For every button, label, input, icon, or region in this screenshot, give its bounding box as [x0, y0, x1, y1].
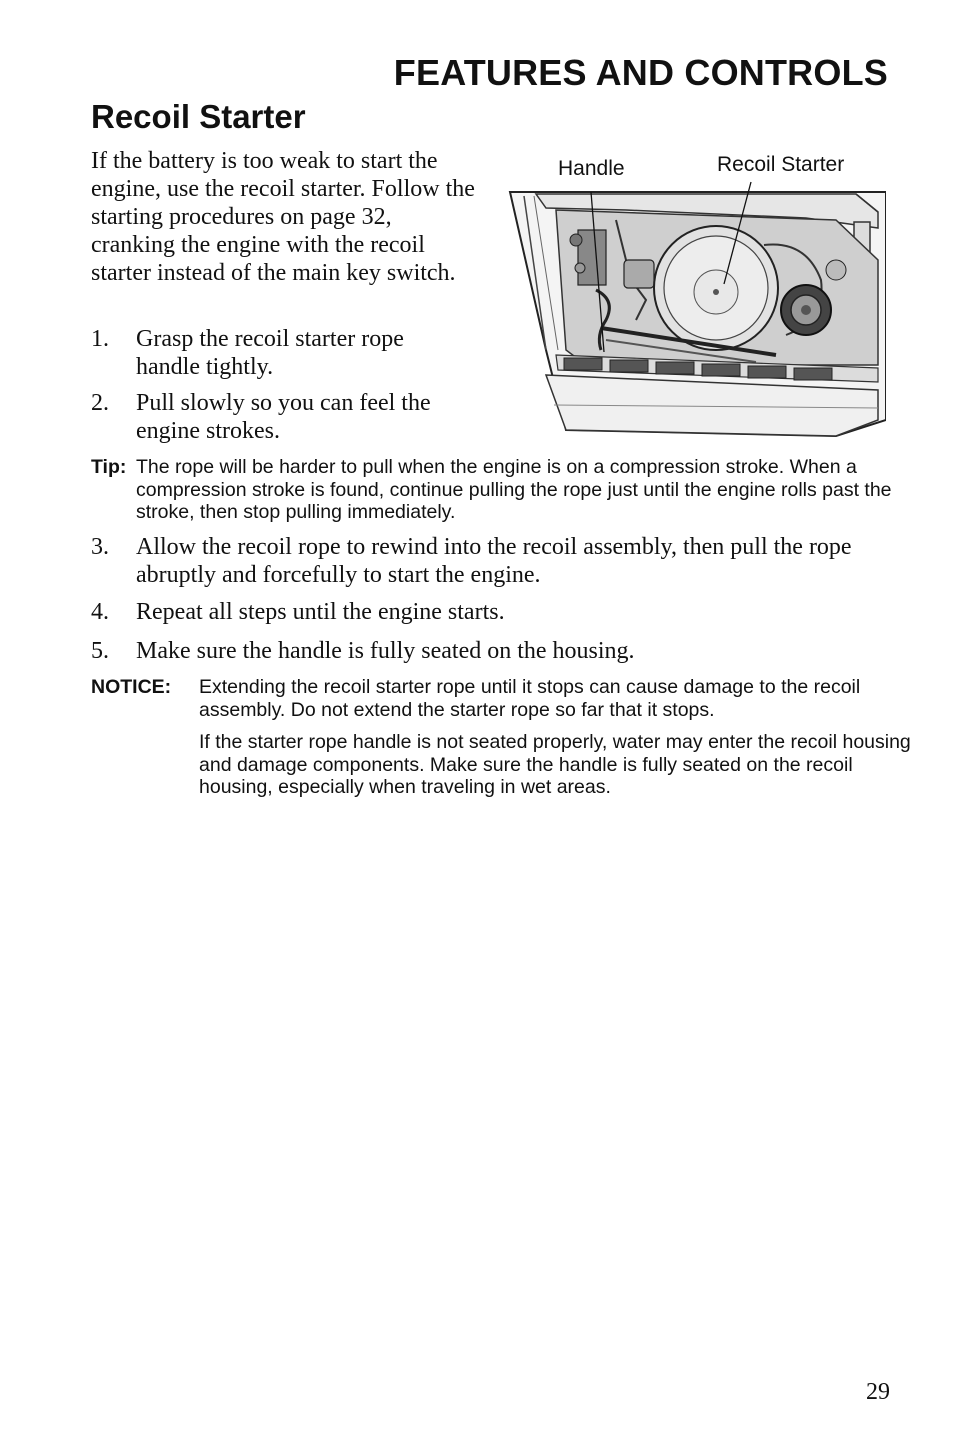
recoil-starter-figure [506, 150, 886, 440]
step-number: 4. [91, 599, 109, 625]
notice-paragraph: If the starter rope handle is not seated properly, water may enter the recoil housing and damage components. Make sure the handle is fully seated on the recoil housing, especially when traveling in wet areas. [199, 731, 911, 798]
step-text: Make sure the handle is fully seated on the housing. [136, 638, 635, 664]
step-5 [91, 637, 891, 665]
engine-illustration [506, 150, 886, 440]
step-text: Pull slowly so you can feel the engine strokes. [136, 390, 431, 444]
step-number: 1. [91, 326, 109, 352]
notice-label: NOTICE: [91, 676, 172, 698]
step-text: Allow the recoil rope to rewind into the recoil assembly, then pull the rope abruptly and forcefully to start the engine. [136, 534, 852, 588]
step-3 [91, 533, 891, 589]
step-number: 5. [91, 638, 109, 664]
notice-paragraph: Extending the recoil starter rope until it stops can cause damage to the recoil assembly. Do not extend the starter rope so far that it stops. [199, 676, 861, 721]
tip-label: Tip: [91, 456, 127, 478]
step-number: 2. [91, 390, 109, 416]
step-text: Grasp the recoil starter rope handle tightly. [136, 326, 404, 380]
tip-text: The rope will be harder to pull when the engine is on a compression stroke. When a compression stroke is found, continue pulling the rope just until the engine rolls past the stroke, then stop pulling immediately. [136, 456, 892, 523]
intro-paragraph: If the battery is too weak to start the engine, use the recoil starter. Follow the starting procedures on page 32, cranking the engine with the recoil starter instead of the main key switch. [91, 148, 475, 286]
section-header: FEATURES AND CONTROLS [393, 52, 888, 93]
page-title: Recoil Starter [91, 98, 306, 135]
page-number: 29 [866, 1379, 890, 1405]
step-2 [91, 389, 453, 445]
tip-note [91, 456, 901, 524]
step-1 [91, 325, 471, 381]
figure-label-recoil-starter: Recoil Starter [717, 153, 845, 176]
notice-block [91, 676, 911, 809]
step-text: Repeat all steps until the engine starts. [136, 599, 505, 625]
figure-label-handle: Handle [558, 157, 625, 180]
step-number: 3. [91, 534, 109, 560]
step-4 [91, 598, 891, 626]
